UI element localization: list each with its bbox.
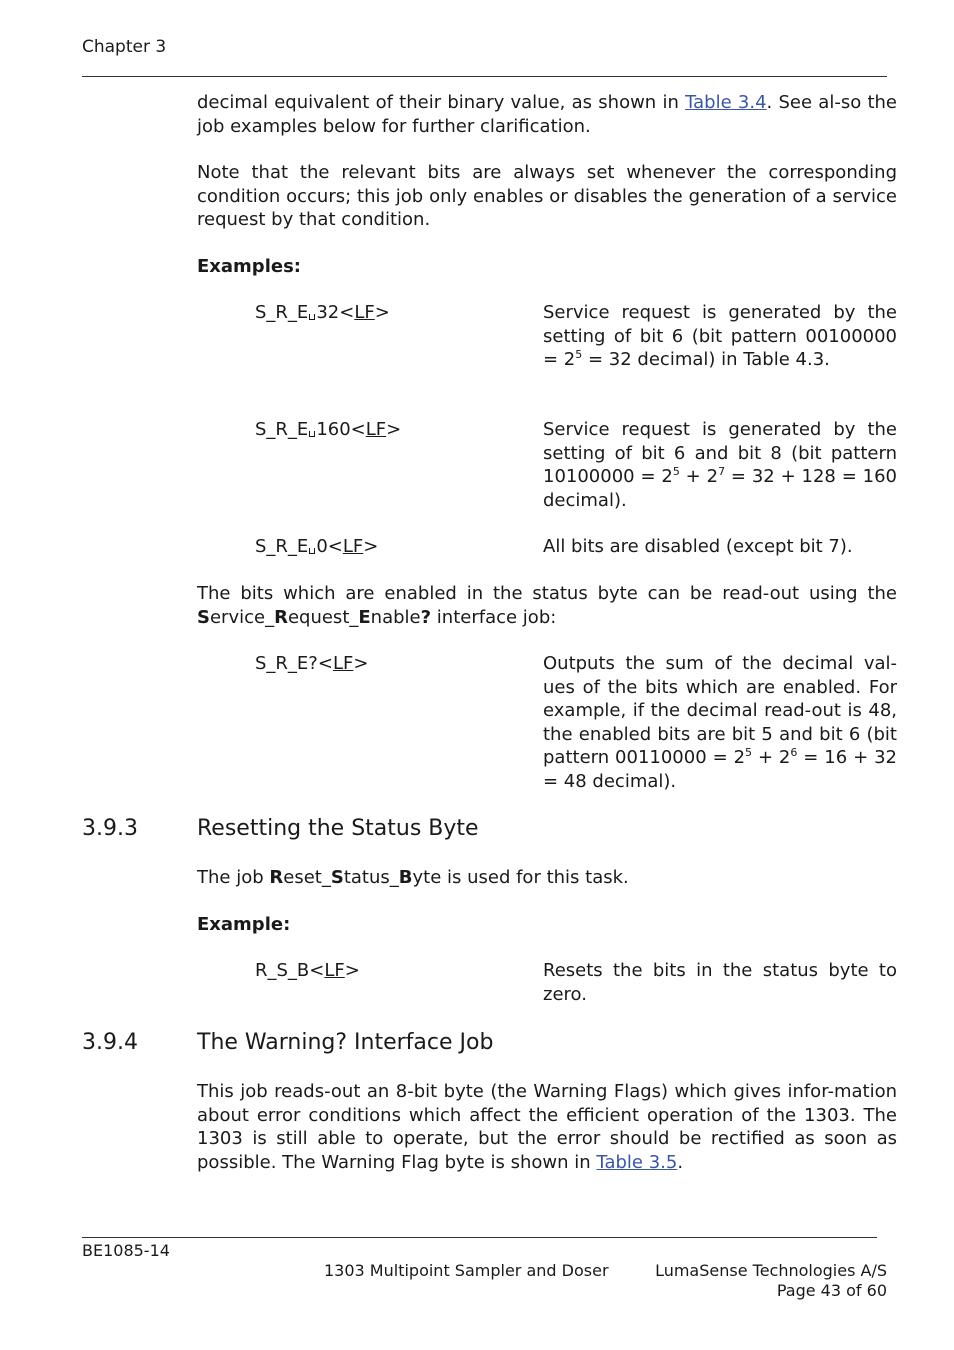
bold-letter: R xyxy=(274,606,288,628)
intro-tail: . See al-so the job examples below for further clarification. xyxy=(197,92,898,137)
cmd-text: S_R_E xyxy=(255,302,309,323)
bold-letter: R xyxy=(269,867,284,888)
section-title: The Warning? Interface Job xyxy=(197,1030,494,1055)
footer-page-number: Page 43 of 60 xyxy=(776,1281,887,1300)
table-3-4-link[interactable]: Table 3.4 xyxy=(685,92,767,113)
bold-letter: S xyxy=(197,606,210,628)
lf-token: LF xyxy=(324,960,345,981)
reset-paragraph xyxy=(197,866,897,890)
lf-token: LF xyxy=(365,419,387,440)
cmd-text: S_R_E xyxy=(255,536,309,557)
space-glyph xyxy=(309,431,315,437)
desc-text: Service request is generated by the setting of bit 6 (bit pattern 00100000 = 2 xyxy=(543,302,897,370)
lf-token: LF xyxy=(354,302,375,323)
footer-rule xyxy=(82,1237,877,1238)
desc-text: Service request is generated by the setting of bit 6 and bit 8 (bit pattern 10100000 = 2 xyxy=(543,419,897,487)
reset-cmd xyxy=(255,959,525,983)
header-rule xyxy=(82,76,887,77)
bold-letter: S xyxy=(330,867,344,888)
reset-desc: Resets the bits in the status byte to zero. xyxy=(543,960,897,1005)
intro-paragraph xyxy=(197,91,897,138)
para-text: yte is used for this task. xyxy=(412,867,629,888)
footer-doc-id: BE1085-14 xyxy=(82,1241,170,1260)
exponent: 5 xyxy=(745,746,753,759)
cmd-text: > xyxy=(386,419,402,440)
section-number: 3.9.4 xyxy=(82,1030,138,1055)
para-text: eset_ xyxy=(283,867,331,888)
cmd-text: R_S_B< xyxy=(255,960,325,981)
section-title: Resetting the Status Byte xyxy=(197,816,479,841)
readout-paragraph xyxy=(197,582,897,629)
cmd-text: S_R_E xyxy=(255,419,309,440)
lf-token: LF xyxy=(342,536,364,557)
space-glyph xyxy=(309,548,315,554)
para-text: nable xyxy=(370,606,421,628)
example-cmd-2 xyxy=(255,418,525,442)
warning-paragraph xyxy=(197,1080,897,1174)
bold-letter: E xyxy=(358,606,371,628)
exponent: 5 xyxy=(672,465,680,478)
intro-text: decimal equivalent of their binary value, as shown in xyxy=(197,92,686,113)
example-cmd-3 xyxy=(255,535,525,559)
cmd-text: > xyxy=(344,960,360,981)
para-text: equest_ xyxy=(287,606,359,628)
desc-text: + 2 xyxy=(679,466,719,487)
space-glyph xyxy=(309,314,315,320)
example-desc-2 xyxy=(543,418,897,512)
para-text: . xyxy=(677,1151,684,1173)
section-number: 3.9.3 xyxy=(82,816,138,841)
desc-text: Outputs the sum of the decimal val-ues of the bits which are enabled. For example, if the decimal read-out is 48, the enabled bits are bit 5 and bit 6 (bit pattern 00110000 = 2 xyxy=(543,653,897,768)
query-cmd xyxy=(255,652,525,676)
cmd-text: S_R_E?< xyxy=(255,653,333,674)
para-text: ervice_ xyxy=(209,606,275,628)
example-label: Example: xyxy=(197,914,291,935)
desc-text: = 32 decimal) in Table 4.3. xyxy=(582,349,830,370)
table-3-5-link[interactable]: Table 3.5 xyxy=(596,1151,678,1173)
exponent: 6 xyxy=(790,746,798,759)
desc-text: = 16 + 32 = 48 decimal). xyxy=(543,747,897,792)
footer-company: LumaSense Technologies A/S xyxy=(655,1261,887,1280)
lf-token: LF xyxy=(332,653,354,674)
exponent: 5 xyxy=(575,348,583,361)
example-desc-1 xyxy=(543,301,897,372)
para-text: interface job: xyxy=(431,606,557,628)
para-text: The job xyxy=(197,867,270,888)
example-desc-3: All bits are disabled (except bit 7). xyxy=(543,536,853,557)
bold-letter: B xyxy=(398,867,413,888)
cmd-text: 160< xyxy=(316,419,366,440)
query-desc xyxy=(543,652,897,793)
cmd-text: 32< xyxy=(316,302,355,323)
cmd-text: > xyxy=(353,653,369,674)
footer-product: 1303 Multipoint Sampler and Doser xyxy=(324,1261,609,1280)
examples-label: Examples: xyxy=(197,256,301,277)
header-chapter: Chapter 3 xyxy=(82,37,167,57)
para-text: tatus_ xyxy=(343,867,399,888)
exponent: 7 xyxy=(718,465,726,478)
note-paragraph: Note that the relevant bits are always set whenever the corresponding condition occurs; this job only enables or disables the generation of a service request by that condition. xyxy=(197,162,897,230)
cmd-text: > xyxy=(374,302,390,323)
example-cmd-1 xyxy=(255,301,525,325)
para-text: The bits which are enabled in the status byte can be read-out using the xyxy=(197,583,897,604)
cmd-text: 0< xyxy=(316,536,343,557)
para-text: This job reads-out an 8-bit byte (the Warning Flags) which gives infor-mation about error conditions which affect the efficient operation of the 1303. The 1303 is still able to operate, but the error should be rectified as soon as possible. The Warning Flag byte is shown in xyxy=(197,1081,897,1173)
cmd-text: > xyxy=(363,536,379,557)
bold-letter: ? xyxy=(420,606,432,628)
desc-text: = 32 + 128 = 160 decimal). xyxy=(543,466,897,511)
desc-text: + 2 xyxy=(752,747,791,768)
